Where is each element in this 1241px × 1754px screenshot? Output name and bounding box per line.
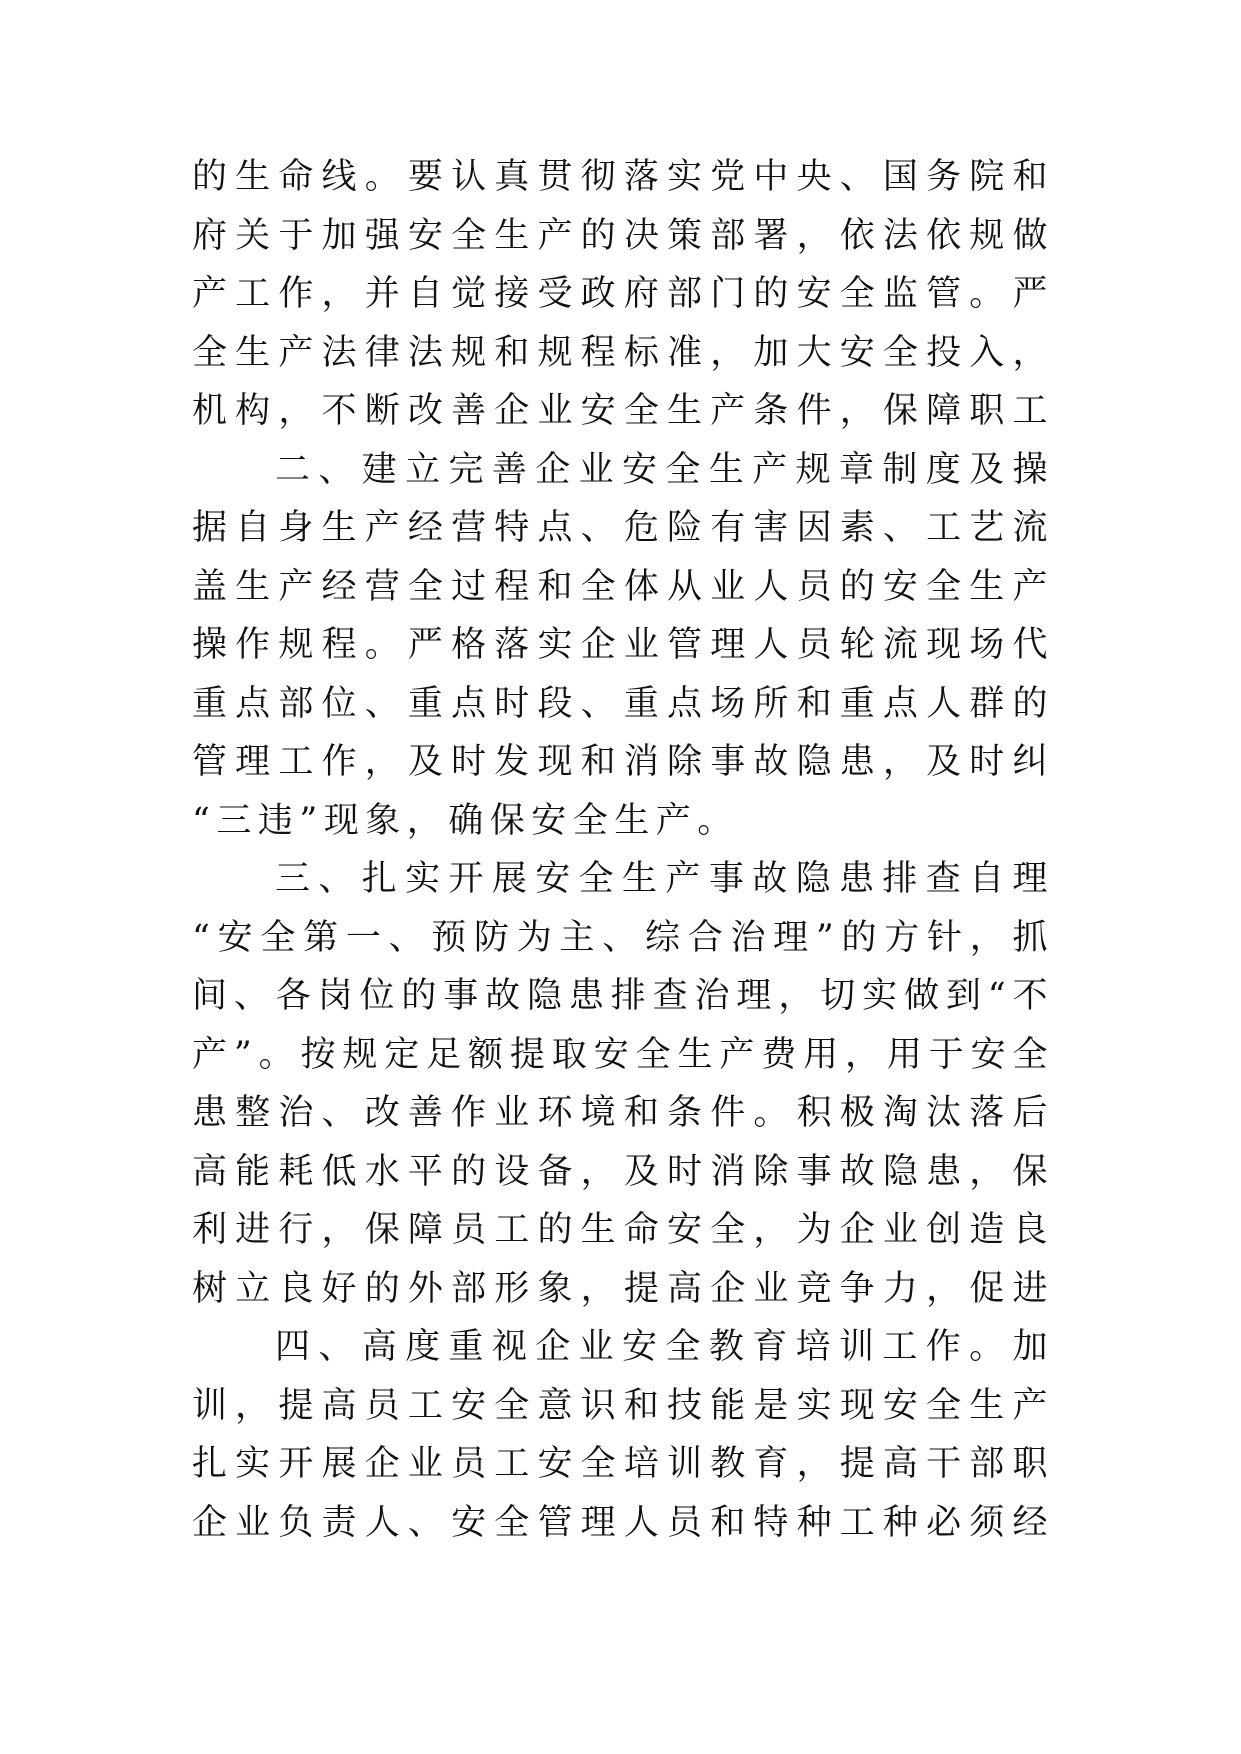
paragraph-first-line: 二、建立完善企业安全生产规章制度及操 xyxy=(275,449,1054,490)
text-line: 机构，不断改善企业安全生产条件，保障职工 xyxy=(192,391,1054,431)
text-line: 患整治、改善作业环境和条件。积极淘汰落后 xyxy=(192,1093,1054,1133)
text-line: 企业负责人、安全管理人员和特种工种必须经 xyxy=(192,1502,1054,1543)
text-line: 扎实开展企业员工安全培训教育，提高干部职 xyxy=(192,1444,1054,1484)
text-line: 管理工作，及时发现和消除事故隐患，及时纠 xyxy=(192,742,1054,782)
text-line: 据自身生产经营特点、危险有害因素、工艺流 xyxy=(192,508,1054,548)
text-line: 产工作，并自觉接受政府部门的安全监管。严 xyxy=(192,274,1054,314)
text-line: 产”。按规定足额提取安全生产费用，用于安全 xyxy=(192,1034,1054,1075)
text-line: 利进行，保障员工的生命安全，为企业创造良 xyxy=(192,1210,1054,1250)
text-line: 训，提高员工安全意识和技能是实现安全生产 xyxy=(192,1385,1054,1426)
text-line: 盖生产经营全过程和全体从业人员的安全生产 xyxy=(192,566,1054,607)
paragraph-first-line: 四、高度重视企业安全教育培训工作。加 xyxy=(275,1327,1054,1367)
text-line: “三违”现象，确保安全生产。 xyxy=(192,800,739,841)
text-line: 间、各岗位的事故隐患排查治理，切实做到“不 xyxy=(192,976,1054,1016)
text-line: “安全第一、预防为主、综合治理”的方针，抓 xyxy=(192,917,1054,958)
document-body xyxy=(192,148,1054,1552)
text-line: 重点部位、重点时段、重点场所和重点人群的 xyxy=(192,683,1054,724)
text-line: 的生命线。要认真贯彻落实党中央、国务院和 xyxy=(192,157,1054,197)
text-line: 府关于加强安全生产的决策部署，依法依规做 xyxy=(192,215,1054,256)
text-line: 全生产法律法规和规程标准，加大安全投入， xyxy=(192,332,1054,373)
text-line: 树立良好的外部形象，提高企业竞争力，促进 xyxy=(192,1268,1054,1309)
text-line: 操作规程。严格落实企业管理人员轮流现场代 xyxy=(192,625,1054,665)
text-line: 高能耗低水平的设备，及时消除事故隐患，保 xyxy=(192,1151,1054,1192)
paragraph-first-line: 三、扎实开展安全生产事故隐患排查自理 xyxy=(275,859,1054,899)
